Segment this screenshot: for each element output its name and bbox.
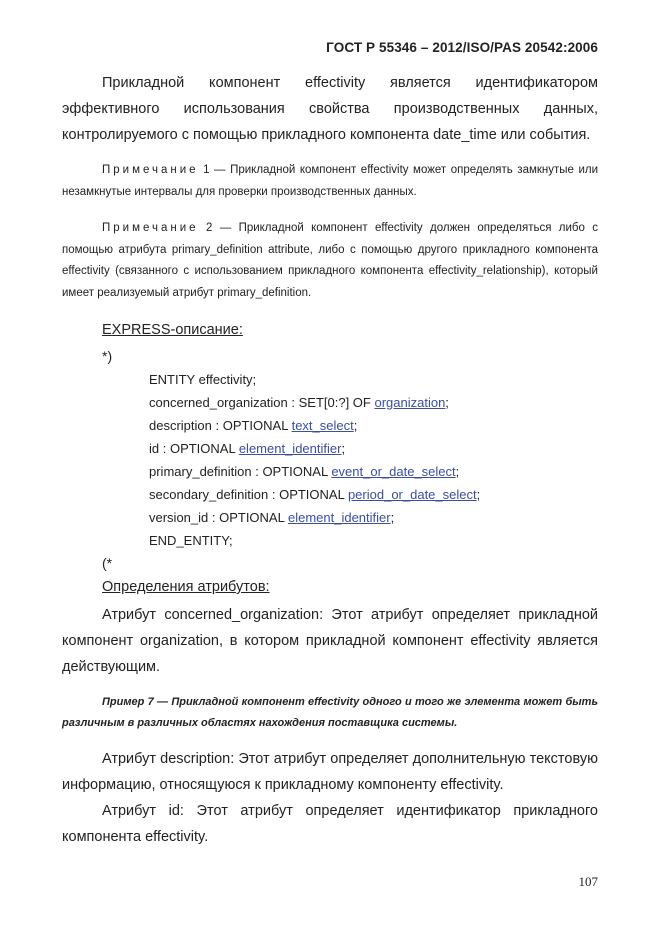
code-tail: ; bbox=[390, 510, 395, 525]
code-text: description : OPTIONAL bbox=[149, 418, 292, 433]
code-line bbox=[149, 506, 480, 529]
organization-link[interactable]: organization bbox=[374, 395, 446, 410]
page-number: 107 bbox=[578, 874, 598, 889]
element-identifier-link[interactable]: element_identifier bbox=[238, 441, 342, 456]
code-line bbox=[149, 437, 480, 460]
example-7: Пример 7 — Прикладной компонент effectivity одного и того же элемента может быть различным в различных областях нахождения поставщика системы. bbox=[62, 696, 598, 729]
code-tail: ; bbox=[353, 418, 358, 433]
code-line bbox=[149, 483, 480, 506]
attr-concerned-organization: Атрибут concerned_organization: Этот атрибут определяет прикладной компонент organization, в котором прикладной компонент effectivity является действующим. bbox=[62, 607, 598, 675]
note-2-label: Примечание bbox=[102, 222, 199, 234]
document-header: ГОСТ Р 55346 – 2012/ISO/PAS 20542:2006 bbox=[326, 40, 598, 55]
note-1 bbox=[62, 160, 598, 203]
code-text: END_ENTITY; bbox=[149, 533, 233, 548]
note-1-number: 1 bbox=[203, 164, 210, 176]
attributes-heading: Определения атрибутов: bbox=[102, 579, 270, 595]
note-2-dash: — bbox=[219, 222, 232, 234]
express-open-mark: *) bbox=[102, 348, 113, 364]
intro-line-3: контролируемого с помощью прикладного компонента date_time или события. bbox=[62, 127, 591, 143]
code-line bbox=[149, 529, 480, 552]
intro-line-2: эффективного использования свойства производственных данных, bbox=[62, 101, 598, 117]
code-line bbox=[149, 368, 480, 391]
code-text: ENTITY effectivity; bbox=[149, 372, 257, 387]
code-line bbox=[149, 460, 480, 483]
code-tail: ; bbox=[341, 441, 346, 456]
code-text: version_id : OPTIONAL bbox=[149, 510, 288, 525]
note-1-dash: — bbox=[214, 164, 226, 176]
element-identifier-link[interactable]: element_identifier bbox=[287, 510, 391, 525]
intro-line-1: Прикладной компонент effectivity является идентификатором bbox=[102, 75, 598, 91]
note-2-number: 2 bbox=[205, 222, 213, 234]
code-text: id : OPTIONAL bbox=[149, 441, 239, 456]
text-select-link[interactable]: text_select bbox=[291, 418, 354, 433]
period-or-date-select-link[interactable]: period_or_date_select bbox=[347, 487, 477, 502]
code-line bbox=[149, 391, 480, 414]
code-text: primary_definition : OPTIONAL bbox=[149, 464, 332, 479]
code-text: secondary_definition : OPTIONAL bbox=[149, 487, 348, 502]
note-1-label: Примечание bbox=[102, 164, 199, 176]
note-1-text: Прикладной компонент effectivity может определять замкнутые или незамкнутые интервалы для проверки производственных данных. bbox=[62, 164, 599, 198]
event-or-date-select-link[interactable]: event_or_date_select bbox=[331, 464, 456, 479]
attr-description: Атрибут description: Этот атрибут определяет дополнительную текстовую информацию, относящуюся к прикладному компоненту effectivity. bbox=[62, 751, 598, 793]
code-tail: ; bbox=[455, 464, 460, 479]
express-heading: EXPRESS-описание: bbox=[102, 322, 243, 338]
note-2-text: Прикладной компонент effectivity должен определяться либо с помощью атрибута primary_definition attribute, либо с помощью другого прикладного компонента effectivity (связанного с использованием прикладного компонента effectivity_relationship), который имеет реализуемый атрибут primary_definition. bbox=[62, 222, 598, 299]
code-line bbox=[149, 414, 480, 437]
code-tail: ; bbox=[476, 487, 481, 502]
note-2 bbox=[62, 218, 598, 304]
code-tail: ; bbox=[445, 395, 449, 410]
code-text: concerned_organization : SET[0:?] OF bbox=[149, 395, 375, 410]
attr-id: Атрибут id: Этот атрибут определяет идентификатор прикладного компонента effectivity. bbox=[62, 803, 598, 845]
express-code-block bbox=[149, 368, 480, 552]
express-close-mark: (* bbox=[102, 555, 113, 571]
